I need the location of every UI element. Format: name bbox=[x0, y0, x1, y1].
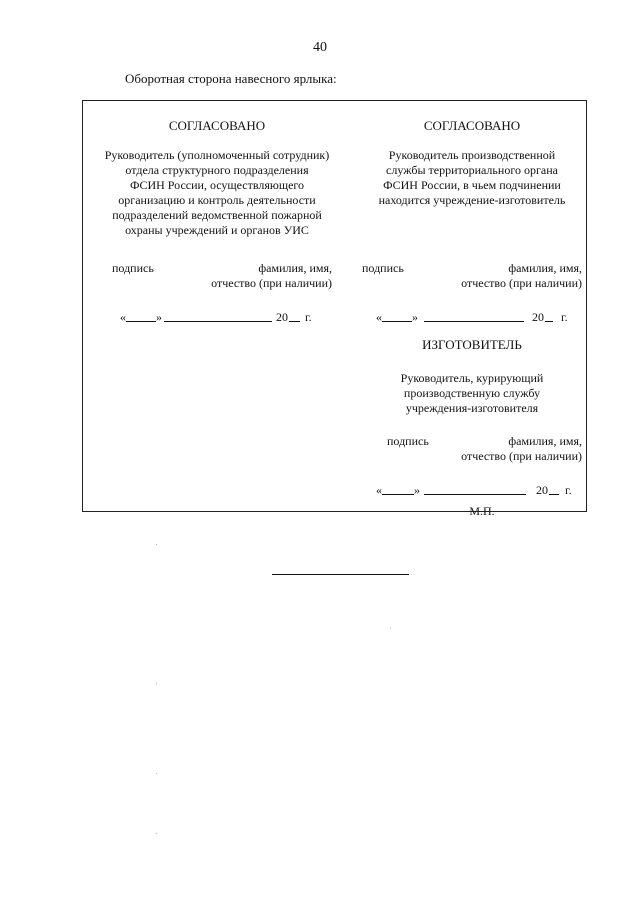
right-bottom-year-prefix: 20 bbox=[536, 483, 548, 497]
right-bottom-signature-label: подпись bbox=[387, 434, 429, 448]
right-bottom-signature-row bbox=[387, 434, 582, 449]
left-year-prefix: 20 bbox=[276, 310, 288, 324]
right-top-signature-label: подпись bbox=[362, 261, 404, 275]
left-name-label: фамилия, имя, bbox=[258, 261, 332, 275]
right-bottom-description bbox=[362, 371, 582, 416]
scan-speck bbox=[156, 833, 157, 834]
right-top-description bbox=[362, 148, 582, 208]
scan-speck bbox=[156, 773, 157, 774]
right-bottom-patronymic-label: отчество (при наличии) bbox=[461, 449, 582, 463]
page-number: 40 bbox=[313, 40, 327, 55]
left-signature-row bbox=[112, 261, 332, 276]
right-top-year-blank bbox=[545, 310, 553, 322]
left-line: отдела структурного подразделения bbox=[125, 163, 309, 177]
left-line: организацию и контроль деятельности bbox=[118, 193, 316, 207]
right-top-month-blank bbox=[424, 310, 524, 322]
left-heading: СОГЛАСОВАНО bbox=[168, 118, 266, 133]
left-day-blank bbox=[126, 310, 156, 322]
right-top-line: Руководитель производственной bbox=[388, 148, 556, 162]
right-top-patronymic-label: отчество (при наличии) bbox=[461, 276, 582, 290]
left-line: охраны учреждений и органов УИС bbox=[125, 223, 309, 237]
scan-speck bbox=[156, 544, 157, 545]
right-bottom-line: учреждения-изготовителя bbox=[405, 401, 539, 415]
right-top-line: находится учреждение-изготовитель bbox=[378, 193, 566, 207]
right-bottom-year-blank bbox=[549, 483, 559, 495]
stamp-placeholder: М.П. bbox=[469, 504, 495, 518]
left-approval-block bbox=[92, 118, 342, 325]
right-top-year-suffix: г. bbox=[561, 310, 568, 324]
right-bottom-year-suffix: г. bbox=[565, 483, 572, 497]
left-line: Руководитель (уполномоченный сотрудник) bbox=[104, 148, 330, 162]
right-blocks bbox=[362, 118, 582, 519]
intro-text: Оборотная сторона навесного ярлыка: bbox=[125, 71, 337, 86]
right-top-signature-row bbox=[362, 261, 582, 276]
right-top-date-open-quote: « bbox=[376, 310, 382, 324]
left-line: ФСИН России, осуществляющего bbox=[129, 178, 305, 192]
right-bottom-line: Руководитель, курирующий bbox=[400, 371, 544, 385]
right-top-year-prefix: 20 bbox=[532, 310, 544, 324]
left-year-suffix: г. bbox=[305, 310, 312, 324]
scan-speck bbox=[390, 628, 391, 629]
left-date-close-quote: » bbox=[156, 310, 162, 324]
left-signature-label: подпись bbox=[112, 261, 154, 275]
scan-speck bbox=[156, 683, 157, 684]
left-description bbox=[92, 148, 342, 238]
right-bottom-line: производственную службу bbox=[403, 386, 541, 400]
right-bottom-date-close-quote: » bbox=[414, 483, 420, 497]
left-patronymic-label: отчество (при наличии) bbox=[211, 276, 332, 290]
right-top-heading: СОГЛАСОВАНО bbox=[423, 118, 521, 133]
right-bottom-name-label: фамилия, имя, bbox=[508, 434, 582, 448]
right-bottom-date-open-quote: « bbox=[376, 483, 382, 497]
bottom-separator bbox=[272, 574, 409, 575]
right-bottom-month-blank bbox=[424, 483, 526, 495]
left-line: подразделений ведомственной пожарной bbox=[112, 208, 322, 222]
right-top-date-close-quote: » bbox=[412, 310, 418, 324]
left-year-blank bbox=[289, 310, 300, 322]
right-top-day-blank bbox=[382, 310, 412, 322]
right-top-line: ФСИН России, в чьем подчинении bbox=[383, 178, 561, 192]
right-bottom-date-line bbox=[362, 482, 582, 498]
left-month-blank bbox=[164, 310, 272, 322]
left-date-line bbox=[92, 309, 342, 325]
right-bottom-day-blank bbox=[382, 483, 414, 495]
right-top-line: службы территориального органа bbox=[386, 163, 558, 177]
right-bottom-heading: ИЗГОТОВИТЕЛЬ bbox=[422, 337, 522, 352]
right-top-date-line bbox=[362, 309, 582, 325]
left-date-open-quote: « bbox=[120, 310, 126, 324]
right-top-name-label: фамилия, имя, bbox=[508, 261, 582, 275]
